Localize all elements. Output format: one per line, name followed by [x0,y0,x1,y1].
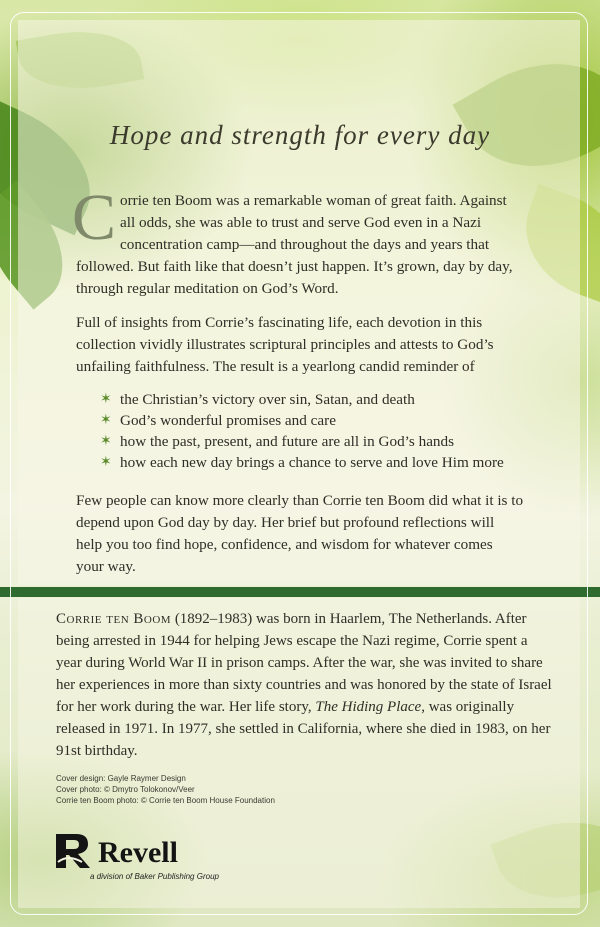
list-item: ✶ the Christian’s victory over sin, Satan, and death [100,391,415,408]
green-star-icon: ✶ [100,433,112,449]
drop-cap-letter: C [72,181,117,254]
book-title: The Hiding Place [315,699,422,715]
green-star-icon: ✶ [100,454,112,470]
publisher-logo [54,832,274,884]
credit-line: Corrie ten Boom photo: © Corrie ten Boom House Foundation [56,796,275,805]
intro-paragraph [72,181,524,300]
list-item: ✶ God’s wonderful promises and care [100,412,336,429]
cover-headline: Hope and strength for every day [109,120,491,150]
benefits-list [100,389,540,473]
green-star-icon: ✶ [100,391,112,407]
author-name: Corrie ten Boom [56,611,172,627]
closing-paragraph: Few people can know more clearly than Corrie ten Boom did what it is to depend upon God day by day. Her brief but profound reflections will help you too find hope, confidence, and wisdom for whatever comes your way. [76,492,524,575]
publisher-name: Revell [98,836,178,869]
description-paragraph: Full of insights from Corrie’s fascinating life, each devotion in this collection vividly illustrates scriptural principles and attests to God’s unfailing faithfulness. The result is a yearlong candid reminder of [76,314,494,375]
intro-text: orrie ten Boom was a remarkable woman of great faith. Against all odds, she was able to trust and serve God even in a Nazi concentration camp—and throughout the days and years that followed. But faith like that doesn’t just happen. It’s grown, day by day, through regular meditation on God’s Word. [76,192,513,297]
author-bio: Corrie ten Boom (1892–1983) was born in Haarlem, The Netherlands. After being arrested in 1944 for helping Jews escape the Nazi regime, Corrie spent a year during World War II in prison camps. After the war, she was invited to share her experiences in more than sixty countries and was honored by the state of Israel for her work during the war. Her life story, The Hiding Place, was originally released in 1971. In 1977, she settled in California, where she died in 1983, on her 91st birthday. [56,611,552,759]
credit-line: Cover photo: © Dmytro Tolokonov/Veer [56,785,195,794]
list-item: ✶ how the past, present, and future are all in God’s hands [100,433,455,450]
list-item: ✶ how each new day brings a chance to serve and love Him more [100,454,504,471]
publisher-tagline: a division of Baker Publishing Group [90,872,219,881]
revell-r-logo-icon [54,832,96,870]
photo-credits [56,773,275,806]
green-star-icon: ✶ [100,412,112,428]
credit-line: Cover design: Gayle Raymer Design [56,774,186,783]
